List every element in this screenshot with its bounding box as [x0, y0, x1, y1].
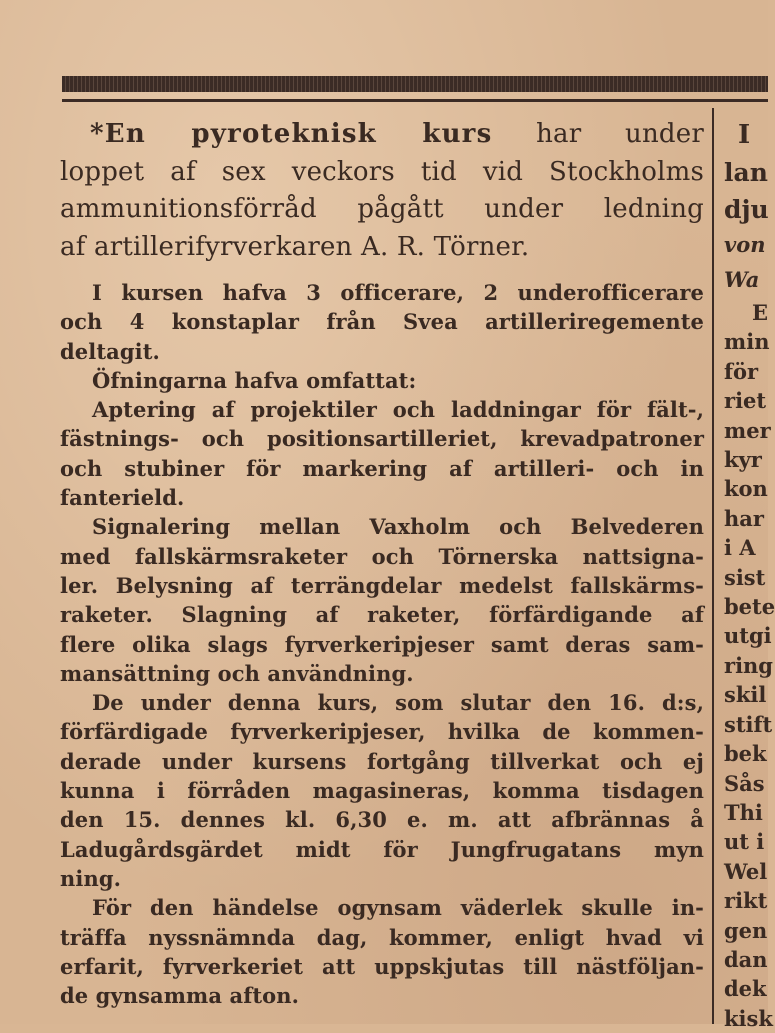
body-line: erfarit, fyrverkeriet att uppskjutas till nästföljan- [60, 953, 704, 979]
side-line: E [752, 300, 769, 325]
side-line: skil [724, 682, 767, 708]
body-line: ning. [60, 865, 122, 891]
side-line: bek [724, 741, 767, 767]
side-line: min [724, 329, 770, 355]
lead-line: ammunitionsförråd pågått under ledning [60, 194, 704, 224]
side-line: Thi [724, 799, 763, 825]
body-line: och 4 konstaplar från Svea artilleriregemente [60, 309, 704, 335]
body-line: mansättning och användning. [60, 660, 414, 686]
lead-line: af artillerifyrverkaren A. R. Törner. [60, 231, 530, 262]
body-line: derade under kursens fortgång tillverkat och ej [60, 748, 704, 774]
side-line: kisk [724, 1005, 773, 1031]
lead-line-headline [60, 116, 704, 154]
article-lead [60, 116, 704, 266]
body-line: I kursen hafva 3 officerare, 2 underofficerare [92, 280, 704, 305]
body-line: med fallskärmsraketer och Törnerska nattsigna- [60, 543, 704, 569]
body-line: Ladugårdsgärdet midt för Jungfrugatans myn [60, 836, 704, 862]
side-line: bete [724, 594, 775, 620]
side-line: gen [724, 917, 768, 943]
lead-line: loppet af sex veckors tid vid Stockholms [60, 156, 704, 187]
side-line: rikt [724, 888, 768, 914]
headline-rest: har under [536, 119, 704, 149]
body-line: De under denna kurs, som slutar den 16. d:s, [92, 690, 704, 716]
side-line: dek [724, 976, 767, 1002]
side-line: Sås [724, 770, 765, 796]
body-line: Aptering af projektiler och laddningar för fält-, [92, 397, 704, 423]
column-divider [712, 108, 714, 1024]
body-line: träffa nyssnämnda dag, kommer, enligt hvad vi [60, 924, 704, 950]
body-line: förfärdigade fyrverkeripjeser, hvilka de kommen- [60, 719, 704, 745]
side-line: Wel [724, 858, 768, 884]
side-line: mer [724, 417, 771, 443]
side-line: kyr [724, 447, 762, 473]
article-headline: *En pyroteknisk kurs [90, 119, 493, 149]
body-line: deltagit. [60, 338, 160, 364]
side-line: Wa [724, 267, 760, 292]
side-line: i A [724, 535, 756, 561]
side-line: ring [724, 652, 773, 678]
body-line: den 15. dennes kl. 6,30 e. m. att afbrännas å [60, 807, 704, 833]
side-line: I [738, 120, 751, 150]
body-line: kunna i förråden magasineras, komma tisdagen [60, 778, 704, 804]
side-line: lan [724, 158, 768, 187]
side-line: ut i [724, 829, 765, 855]
side-line: sist [724, 564, 766, 590]
body-line: flere olika slags fyrverkeripjeser samt deras sam- [60, 631, 704, 657]
body-line: Signalering mellan Vaxholm och Belvederen [92, 514, 704, 540]
article-body [60, 278, 704, 1010]
side-line: utgi [724, 623, 772, 649]
body-line: fanterield. [60, 485, 185, 511]
header-thin-rule [62, 99, 768, 102]
side-line: dan [724, 946, 768, 972]
side-line: kon [724, 476, 768, 502]
body-line: och stubiner för markering af artilleri- och in [60, 455, 704, 481]
side-line: riet [724, 388, 767, 414]
body-line: fästnings- och positionsartilleriet, krevadpatroner [60, 426, 704, 452]
body-line: raketer. Slagning af raketer, förfärdigande af [60, 602, 704, 628]
body-line: de gynsamma afton. [60, 983, 300, 1009]
side-line: von [724, 232, 766, 257]
side-line: stift [724, 711, 773, 737]
side-line: dju [724, 195, 769, 224]
header-thick-rule [62, 76, 768, 92]
article-pyroteknisk-kurs [60, 116, 704, 1010]
body-line: Öfningarna hafva omfattat: [92, 367, 417, 393]
body-line: För den händelse ogynsam väderlek skulle in- [92, 895, 704, 921]
adjacent-column-fragment [724, 116, 775, 1033]
body-line: ler. Belysning af terrängdelar medelst fallskärms- [60, 572, 704, 598]
side-line: har [724, 505, 764, 531]
side-line: för [724, 358, 759, 384]
